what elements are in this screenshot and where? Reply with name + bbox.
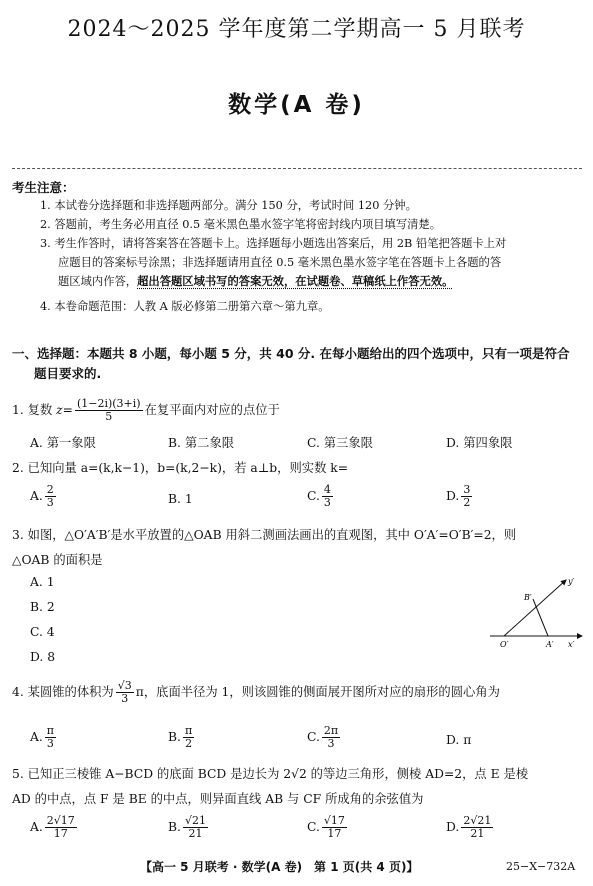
q2-d-label: D. bbox=[446, 489, 460, 503]
q2-option-d[interactable] bbox=[446, 484, 474, 509]
fig-a-label: A′ bbox=[546, 640, 554, 649]
notice-item-3: 3. 考生作答时，请将答案答在答题卡上。选择题每小题选出答案后，用 2B 铅笔把答题卡上对 bbox=[40, 237, 507, 250]
question-5-line1: 5. 已知正三棱锥 A−BCD 的底面 BCD 是边长为 2√2 的等边三角形，侧棱 AD=2，点 E 是棱 bbox=[12, 767, 529, 781]
q4-b-num: π bbox=[184, 724, 193, 737]
q4-option-c[interactable] bbox=[307, 725, 342, 750]
q1-den: 5 bbox=[105, 410, 113, 423]
q2-c-label: C. bbox=[307, 489, 320, 503]
q5-option-b[interactable] bbox=[168, 815, 210, 840]
q5-b-label: B. bbox=[168, 820, 181, 834]
notice-heading: 考生注意： bbox=[12, 180, 75, 195]
q4-b-den: 2 bbox=[185, 737, 193, 750]
q5-c-frac bbox=[322, 815, 347, 840]
q3-option-c[interactable]: C. 4 bbox=[30, 625, 55, 639]
q5-c-den: 17 bbox=[327, 827, 342, 840]
q2-a-frac bbox=[45, 484, 56, 509]
q4-a-label: A. bbox=[30, 730, 43, 744]
q4-pi: π bbox=[135, 685, 144, 699]
notice-item-3-end bbox=[58, 272, 453, 291]
q4-c-num: 2π bbox=[323, 724, 339, 737]
exam-title: 2024～2025 学年度第二学期高一 5 月联考 bbox=[67, 17, 526, 42]
q1-option-a[interactable]: A. 第一象限 bbox=[30, 436, 96, 450]
q4-b-frac bbox=[183, 725, 194, 750]
q2-option-a[interactable] bbox=[30, 484, 58, 509]
q4-vol-frac bbox=[116, 680, 134, 705]
q3-option-d[interactable]: D. 8 bbox=[30, 650, 56, 664]
q5-b-frac bbox=[183, 815, 208, 840]
fig-o-label: O′ bbox=[500, 640, 509, 649]
q5-c-num: √17 bbox=[323, 814, 345, 827]
q5-d-num: 2√21 bbox=[463, 814, 492, 827]
q4-b-label: B. bbox=[168, 730, 181, 744]
q2-d-frac bbox=[461, 484, 472, 509]
q2-d-den: 2 bbox=[463, 496, 471, 509]
q2-d-num: 3 bbox=[463, 483, 471, 496]
q5-a-frac bbox=[45, 815, 77, 840]
q4-option-b[interactable] bbox=[168, 725, 196, 750]
section-heading-line2: 题目要求的. bbox=[34, 366, 102, 381]
fig-x-label: x′ bbox=[568, 640, 575, 649]
question-3-line1: 3. 如图，△O′A′B′是水平放置的△OAB 用斜二测画法画出的直观图，其中 O′A′=O′B′=2，则 bbox=[12, 528, 517, 542]
q2-a-num: 2 bbox=[46, 483, 54, 496]
question-1 bbox=[12, 398, 280, 423]
q4-vol-den: 3 bbox=[121, 692, 129, 705]
question-2: 2. 已知向量 a=(k,k−1)，b=(k,2−k)，若 a⊥b，则实数 k= bbox=[12, 461, 349, 475]
question-4 bbox=[12, 680, 500, 705]
q5-d-frac bbox=[461, 815, 493, 840]
q2-option-c[interactable] bbox=[307, 484, 335, 509]
q4-c-label: C. bbox=[307, 730, 320, 744]
question-5-line2: AD 的中点，点 F 是 BE 的中点，则异面直线 AB 与 CF 所成角的余弦值为 bbox=[12, 792, 424, 806]
notice-warning: 超出答题区域书写的答案无效，在试题卷、草稿纸上作答无效。 bbox=[137, 275, 454, 288]
notice-item-2: 2. 答题前，考生务必用直径 0.5 毫米黑色墨水签字笔将密封线内项目填写清楚。 bbox=[40, 218, 442, 231]
section-heading bbox=[12, 344, 584, 384]
question-3-line2: △OAB 的面积是 bbox=[12, 553, 103, 567]
q4-option-a[interactable] bbox=[30, 725, 58, 750]
q1-var: z bbox=[56, 403, 63, 417]
q2-c-num: 4 bbox=[323, 483, 331, 496]
notice-item-1: 1. 本试卷分选择题和非选择题两部分。满分 150 分，考试时间 120 分钟。 bbox=[40, 199, 417, 212]
q4-a-num: π bbox=[46, 724, 55, 737]
q4-c-frac bbox=[322, 725, 340, 750]
section-heading-line1: 一、选择题：本题共 8 小题，每小题 5 分，共 40 分. 在每小题给出的四个选项中，只有一项是符合 bbox=[12, 346, 570, 361]
q4-option-d[interactable]: D. π bbox=[446, 733, 472, 747]
q1-option-b[interactable]: B. 第二象限 bbox=[168, 436, 235, 450]
notice-item-4: 4. 本卷命题范围：人教 A 版必修第二册第六章～第九章。 bbox=[40, 300, 330, 313]
q5-b-num: √21 bbox=[184, 814, 206, 827]
q5-option-a[interactable] bbox=[30, 815, 79, 840]
q5-b-den: 21 bbox=[188, 827, 203, 840]
q4-a-den: 3 bbox=[46, 737, 54, 750]
q3-option-a[interactable]: A. 1 bbox=[30, 575, 55, 589]
q1-num: (1−2i)(3+i) bbox=[76, 397, 141, 410]
q4-c-den: 3 bbox=[327, 737, 335, 750]
q5-d-den: 21 bbox=[470, 827, 485, 840]
q2-c-frac bbox=[322, 484, 333, 509]
q1-suffix: 在复平面内对应的点位于 bbox=[144, 403, 280, 417]
q3-option-b[interactable]: B. 2 bbox=[30, 600, 55, 614]
q4-suffix: ，底面半径为 1，则该圆锥的侧面展开图所对应的扇形的圆心角为 bbox=[143, 685, 500, 699]
q1-fraction bbox=[75, 398, 143, 423]
exam-subtitle: 数学(A 卷) bbox=[228, 92, 365, 118]
segment-ab bbox=[533, 599, 548, 636]
q4-prefix: 4. 某圆锥的体积为 bbox=[12, 685, 114, 699]
notice-item-3-cont: 应题目的答案标号涂黑；非选择题请用直径 0.5 毫米黑色墨水签字笔在答题卡上各题的答 bbox=[58, 256, 502, 269]
q5-c-label: C. bbox=[307, 820, 320, 834]
q1-option-c[interactable]: C. 第三象限 bbox=[307, 436, 373, 450]
paper-code: 25−X−732A bbox=[506, 860, 576, 873]
q4-vol-num: √3 bbox=[117, 679, 132, 692]
q2-a-den: 3 bbox=[46, 496, 54, 509]
notice-item-3-tail: 题区域内作答， bbox=[58, 275, 138, 288]
page-footer: 【高一 5 月联考 · 数学(A 卷) 第 1 页(共 4 页)】 bbox=[140, 860, 419, 874]
q1-eq: = bbox=[62, 403, 73, 417]
q2-option-b[interactable]: B. 1 bbox=[168, 492, 193, 506]
q5-a-den: 17 bbox=[53, 827, 68, 840]
fig-b-label: B′ bbox=[524, 593, 532, 602]
y-axis bbox=[504, 580, 566, 636]
q1-option-d[interactable]: D. 第四象限 bbox=[446, 436, 513, 450]
q5-option-d[interactable] bbox=[446, 815, 495, 840]
q5-a-num: 2√17 bbox=[46, 814, 75, 827]
divider-line bbox=[12, 168, 582, 169]
q4-a-frac bbox=[45, 725, 56, 750]
q5-d-label: D. bbox=[446, 820, 460, 834]
q5-option-c[interactable] bbox=[307, 815, 349, 840]
q3-figure bbox=[486, 572, 586, 656]
fig-y-label: y′ bbox=[568, 577, 575, 586]
q2-c-den: 3 bbox=[323, 496, 331, 509]
q5-a-label: A. bbox=[30, 820, 43, 834]
q2-a-label: A. bbox=[30, 489, 43, 503]
q1-prefix: 1. 复数 bbox=[12, 403, 57, 417]
